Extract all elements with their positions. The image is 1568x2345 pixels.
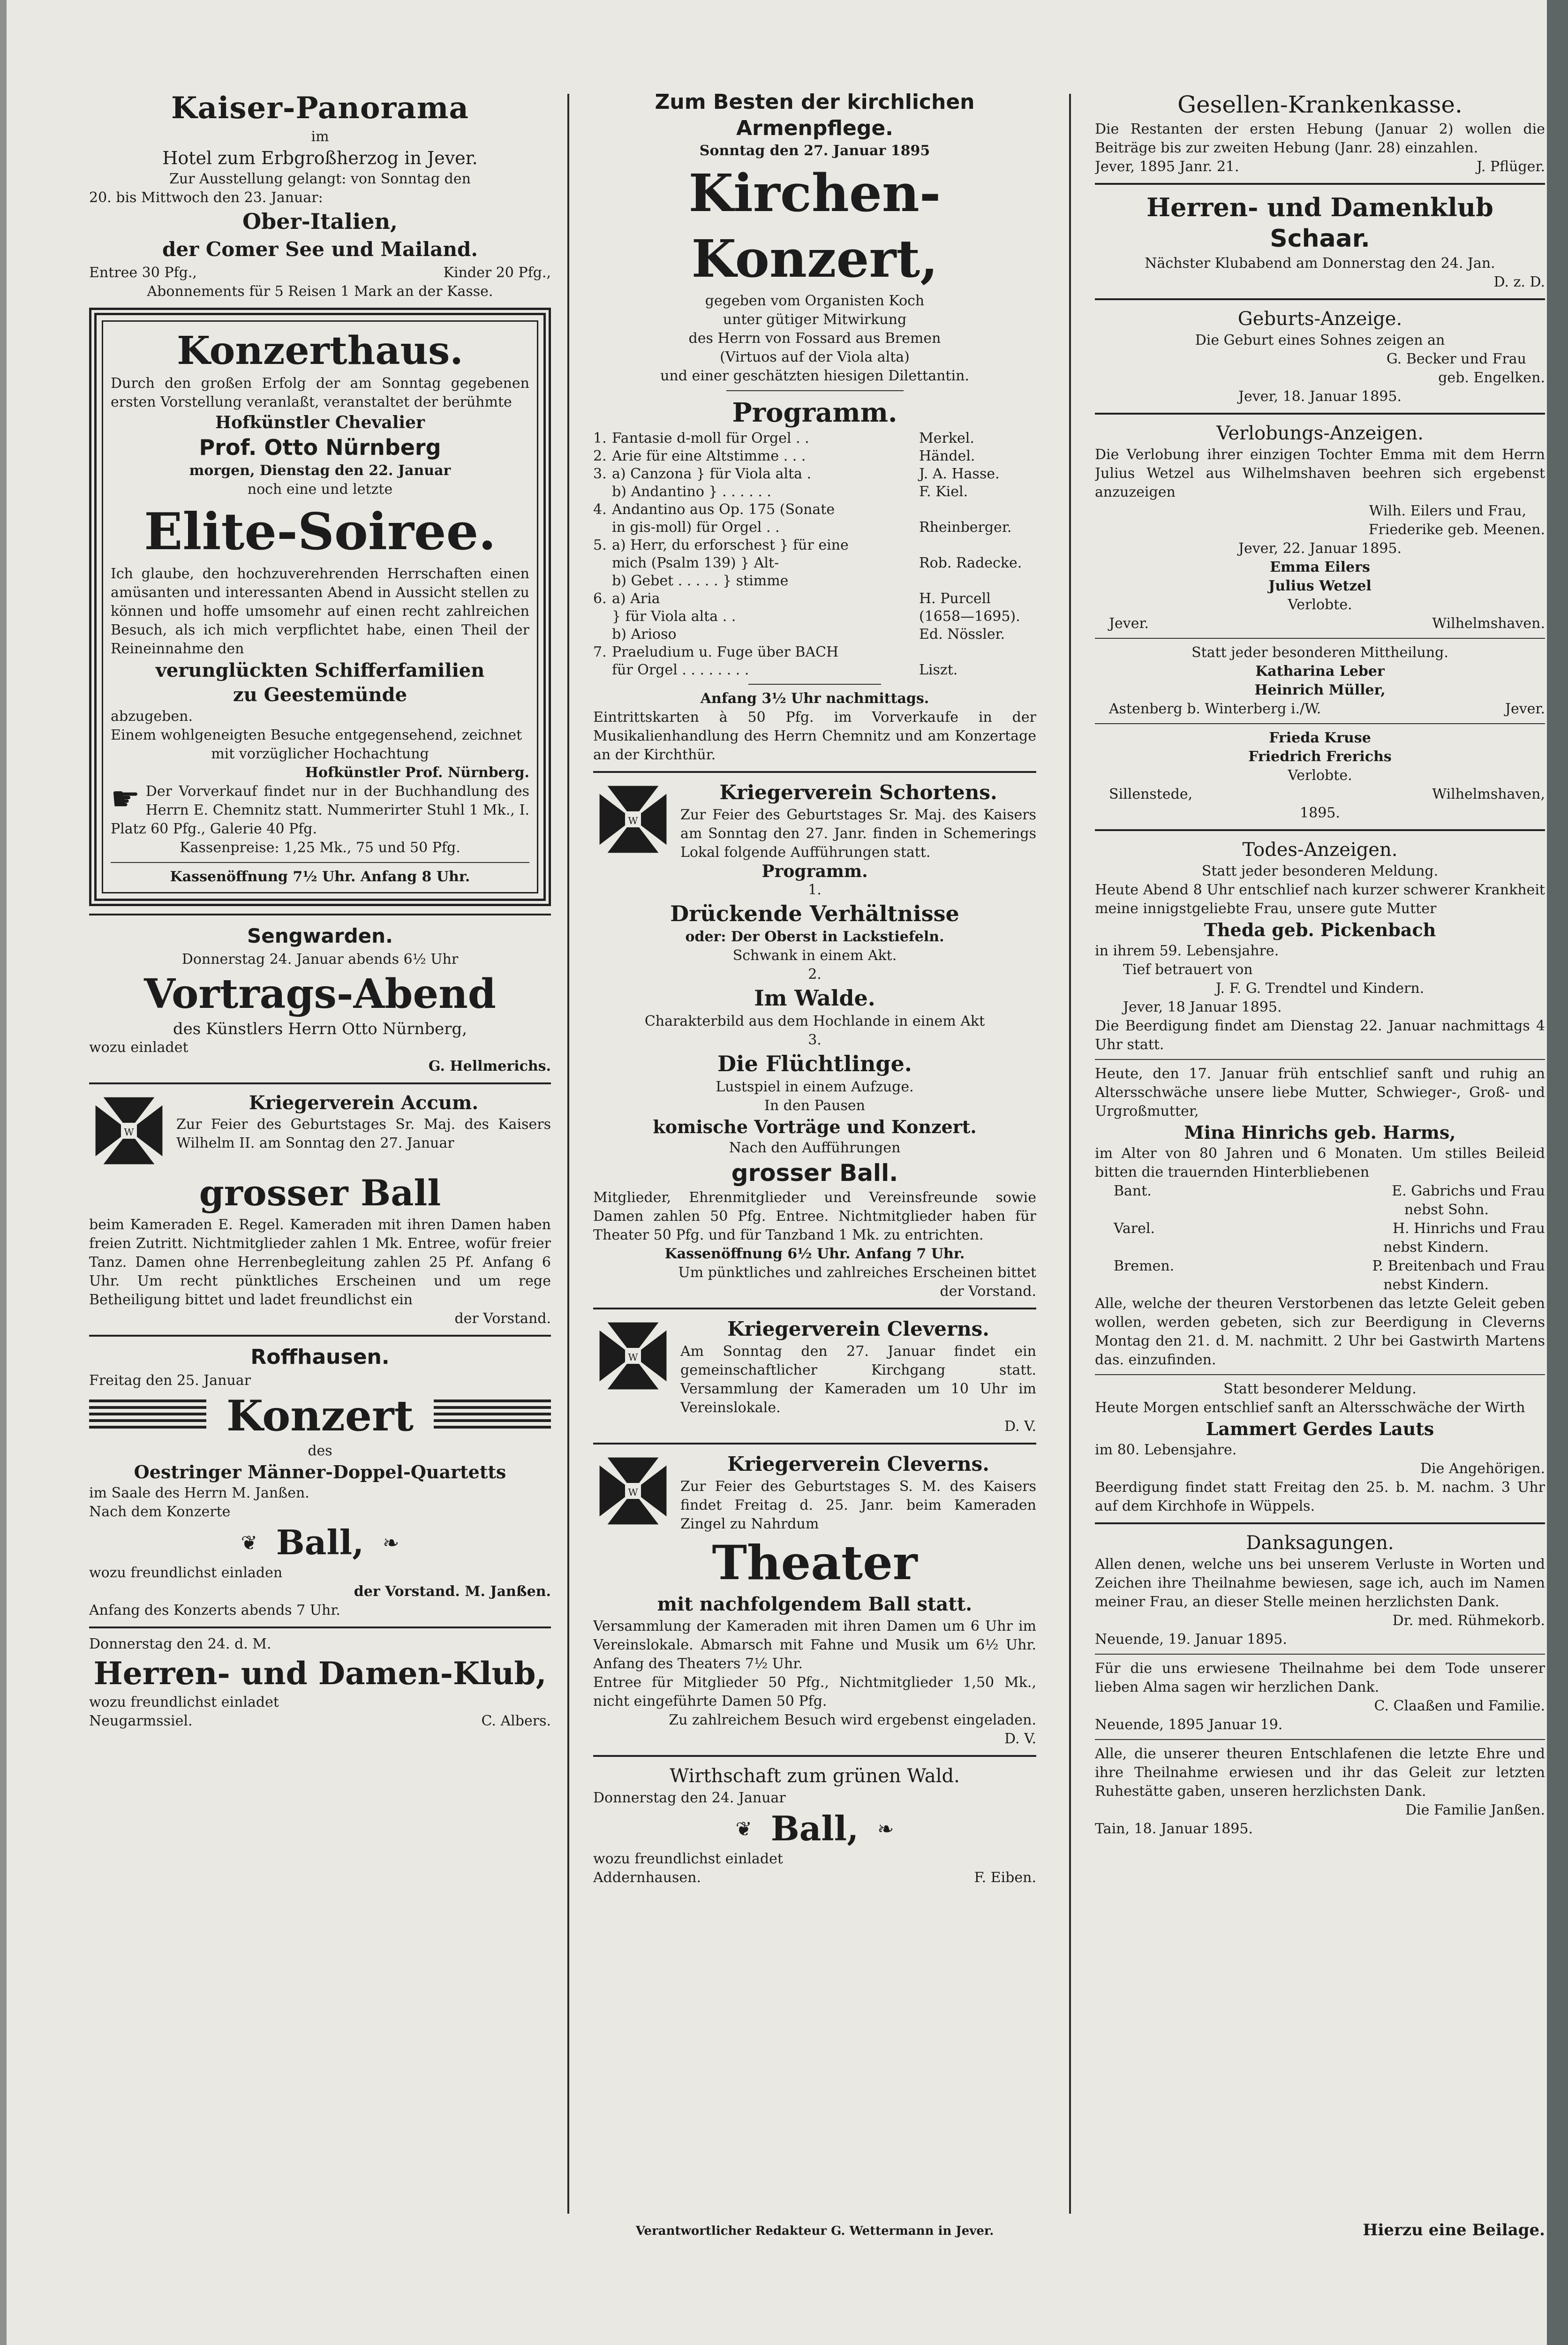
ad-text: Anfang des Konzerts abends 7 Uhr. — [89, 1602, 340, 1619]
ad-heading: Oestringer Männer-Doppel-Quartetts — [134, 1461, 506, 1483]
program-row — [593, 626, 1036, 643]
ad-text: Addernhausen. — [593, 1869, 701, 1886]
decorative-lines — [89, 1399, 206, 1432]
ad-text: gegeben vom Organisten Koch — [705, 293, 925, 309]
ad-text: Die Verlobung ihrer einzigen Tochter Emma mit dem Herrn Julius Wetzel aus Wilhelmshaven beehren sich ergebenst anzuzeigen — [1095, 446, 1545, 500]
ad-title: Kirchen-Konzert, — [688, 163, 941, 289]
program-row — [593, 590, 1036, 608]
ad-heading: Die Flüchtlinge. — [717, 1051, 912, 1076]
ad-text: Die Restanten der ersten Hebung (Januar 2) wollen die Beiträge bis zur zweiten Hebung (Janr. 28) einzahlen. — [1095, 121, 1545, 156]
ad-text: Neuende, 19. Januar 1895. — [1095, 1631, 1287, 1648]
ad-text: Kassenöffnung 6½ Uhr. Anfang 7 Uhr. — [664, 1246, 965, 1262]
program-number — [593, 626, 612, 643]
program-row — [593, 501, 1036, 519]
divider — [89, 1335, 551, 1337]
ad-text: In den Pausen — [764, 1097, 866, 1114]
program-composer — [919, 537, 1036, 554]
program-number — [593, 519, 612, 537]
ad-text: Statt jeder besonderen Mittheilung. — [1191, 644, 1448, 661]
ad-text: Um pünktliches und zahlreiches Erscheinen bittet — [678, 1264, 1036, 1281]
ad-text: nebst Kindern. — [1383, 1239, 1489, 1256]
ad-heading: zu Geestemünde — [233, 684, 407, 706]
ad-text: Ich glaube, den hochzuverehrenden Herrschaften einen amüsanten und interessanten Abend in Aussicht stellen zu können und hoffe umsomehr auf einen recht zahlreichen Besuch, als ich mich verpflichtet habe, einen Theil der Reineinnahme den — [111, 566, 529, 657]
ad-heading: Lammert Gerdes Lauts — [1206, 1418, 1434, 1439]
divider — [1095, 1374, 1545, 1375]
ad-heading: mit nachfolgendem Ball statt. — [657, 1593, 972, 1615]
ad-text: morgen, Dienstag den 22. Januar — [189, 462, 451, 479]
ad-text: Heute Abend 8 Uhr entschlief nach kurzer schwerer Krankheit meine innigstgeliebte Frau, unsere gute Mutter — [1095, 882, 1545, 917]
ad-heading-elite: Elite-Soiree. — [144, 502, 496, 561]
ad-heading: Ober-Italien, — [242, 209, 398, 234]
ad-kriegerverein-schortens — [593, 779, 1036, 1301]
page-edge-shadow — [1547, 0, 1568, 2345]
ad-text: oder: Der Oberst in Lackstiefeln. — [685, 929, 944, 945]
beilage-note — [1095, 2221, 1545, 2239]
program-composer: Liszt. — [919, 662, 958, 678]
divider — [89, 914, 551, 915]
ad-text: Lustspiel in einem Aufzuge. — [716, 1079, 914, 1095]
ad-title: Kriegerverein Schortens. — [719, 781, 997, 804]
ad-text: Abonnements für 5 Reisen 1 Mark an der Kasse. — [147, 283, 493, 300]
divider — [593, 1308, 1036, 1309]
program-row — [593, 430, 1036, 447]
ad-text: Neuende, 1895 Januar 19. — [1095, 1717, 1283, 1733]
divider — [89, 1626, 551, 1628]
program-row — [593, 447, 1036, 465]
ad-title: Gesellen-Krankenkasse. — [1177, 91, 1462, 118]
ad-title: Geburts-Anzeige. — [1237, 308, 1402, 330]
ad-konzerthaus — [89, 308, 551, 906]
iron-cross-icon — [593, 1316, 673, 1396]
program-title: a) Herr, du erforschest } für eine — [612, 537, 849, 553]
ad-title: Kriegerverein Cleverns. — [727, 1452, 989, 1475]
ad-text: P. Breitenbach und Frau — [1372, 1258, 1545, 1274]
ad-text: Bremen. — [1114, 1258, 1175, 1274]
ad-text: Entree 30 Pfg., — [89, 265, 197, 281]
ad-title: Konzerthaus. — [177, 328, 463, 373]
ad-heading: Theda geb. Pickenbach — [1204, 919, 1436, 940]
ad-text: Eintrittskarten à 50 Pfg. im Vorverkaufe in der Musikalienhandlung des Herrn Chemnitz und am Konzertage an der Kirchthür. — [593, 709, 1036, 763]
program-number — [593, 661, 612, 679]
ad-text: Nächster Klubabend am Donnerstag den 24. Jan. — [1145, 255, 1495, 272]
column-divider-2 — [1069, 94, 1071, 2214]
ad-signature: D. z. D. — [1493, 274, 1545, 290]
ad-text: Julius Wetzel — [1268, 578, 1372, 594]
ad-title: Wirthschaft zum grünen Wald. — [670, 1765, 960, 1787]
ad-text: (Virtuos auf der Viola alta) — [720, 349, 910, 365]
ad-text: Wilhelmshaven. — [1432, 615, 1545, 632]
ad-text: 20. bis Mittwoch den 23. Januar: — [89, 189, 323, 206]
program-title: a) Aria — [612, 590, 660, 607]
ad-signature: J. Pflüger. — [1477, 159, 1545, 175]
ad-text: des Künstlers Herrn Otto Nürnberg, — [173, 1020, 467, 1038]
program-row — [593, 465, 1036, 483]
ad-text: J. F. G. Trendtel und Kindern. — [1215, 980, 1425, 997]
ad-text: Tain, 18. Januar 1895. — [1095, 1821, 1253, 1837]
program-row — [593, 519, 1036, 537]
program-composer — [919, 501, 1036, 519]
ad-text: Am Sonntag den 27. Januar findet ein gemeinschaftlicher Kirchgang statt. Versammlung der Kameraden um 10 Uhr im Vereinslokale. — [680, 1343, 1036, 1416]
ad-text: Neugarmssiel. — [89, 1713, 193, 1729]
ad-text: Der Vorverkauf findet nur in der Buchhandlung des Herrn E. Chemnitz statt. Nummerirter Stuhl 1 Mk., I. Platz 60 Pfg., Galerie 40 Pfg. — [111, 783, 529, 837]
pointing-hand-icon: ☛ — [111, 779, 140, 818]
ad-text: wozu freundlichst einladet — [593, 1851, 783, 1867]
divider — [1095, 1739, 1545, 1740]
ad-text: Jever, 22. Januar 1895. — [1238, 540, 1402, 557]
ad-text: Nach den Aufführungen — [729, 1140, 901, 1156]
ad-signature: Hofkünstler Prof. Nürnberg. — [305, 764, 529, 781]
iron-cross-icon — [593, 779, 673, 859]
ad-signature: Dr. med. Rühmekorb. — [1392, 1612, 1545, 1629]
ad-text: Wilh. Eilers und Frau, — [1369, 503, 1526, 519]
ad-text: Bant. — [1114, 1183, 1152, 1199]
ad-text: Für die uns erwiesene Theilnahme bei dem Tode unserer lieben Alma sagen wir herzlichen Dank. — [1095, 1660, 1545, 1695]
program-title: Praeludium u. Fuge über BACH — [612, 644, 839, 660]
ad-title: Sengwarden. — [247, 924, 393, 947]
ad-text: Statt jeder besonderen Meldung. — [1201, 863, 1439, 879]
program-title: a) Canzona } für Viola alta . — [612, 466, 812, 482]
ad-kaiser-panorama — [89, 89, 551, 301]
divider — [1095, 1654, 1545, 1655]
ad-text: noch eine und letzte — [247, 481, 393, 498]
ad-text: abzugeben. — [111, 708, 193, 725]
program-composer: F. Kiel. — [919, 484, 968, 500]
divider — [1095, 829, 1545, 831]
program-composer: H. Purcell — [919, 590, 991, 607]
ad-danksagungen — [1095, 1531, 1545, 1838]
ad-text: Donnerstag den 24. Januar — [593, 1790, 786, 1806]
ad-herren-damenklub-schaar — [1095, 191, 1545, 292]
ad-text: Alle, welche der theuren Verstorbenen das letzte Geleit geben wollen, werden gebeten, sich zur Beerdigung in Cleverns Montag den 21. d. M. nachmitt. 2 Uhr bei Gastwirth Martens das. einzufinden. — [1095, 1295, 1545, 1368]
program-title: b) Gebet . . . . . } stimme — [612, 573, 789, 589]
program-title: b) Andantino } . . . . . . — [612, 484, 771, 500]
ad-heading: Ball, — [770, 1808, 859, 1848]
ad-signature: G. Hellmerichs. — [428, 1058, 551, 1074]
ad-text: Sonntag den 27. Januar 1895 — [699, 143, 930, 159]
ad-signature: C. Claaßen und Familie. — [1374, 1698, 1545, 1714]
divider — [89, 1082, 551, 1084]
divider — [726, 390, 904, 391]
program-number: 6. — [593, 590, 607, 607]
program-number — [593, 608, 612, 626]
program-title: b) Arioso — [612, 626, 677, 643]
ad-text: Nach dem Konzerte — [89, 1504, 231, 1520]
ad-text: Alle, die unserer theuren Entschlafenen die letzte Ehre und ihre Theilnahme erwiesen und ihr das Geleit zur letzten Ruhestätte gaben, unseren herzlichsten Dank. — [1095, 1746, 1545, 1800]
ad-text: Frieda Kruse — [1269, 730, 1371, 746]
ad-text: Astenberg b. Winterberg i./W. — [1109, 701, 1321, 717]
ad-title: Schaar. — [1270, 225, 1370, 253]
ornament-icon: ❦ — [735, 1817, 752, 1840]
ad-kriegerverein-cleverns-2 — [593, 1451, 1036, 1748]
ad-text: Versammlung der Kameraden mit ihren Damen um 6 Uhr im Vereinslokale. Abmarsch mit Fahne und Musik um 6½ Uhr. Anfang des Theaters 7½ Uhr. — [593, 1618, 1036, 1672]
svg-text:W: W — [628, 1352, 638, 1363]
ad-text: Hotel zum Erbgroßherzog in Jever. — [162, 148, 478, 168]
program-composer — [919, 643, 1036, 661]
ornament-icon: ❦ — [241, 1531, 257, 1554]
ad-text: nebst Sohn. — [1404, 1202, 1489, 1218]
ad-heading: grosser Ball. — [731, 1159, 898, 1187]
program-row — [593, 572, 1036, 590]
ad-text: Statt besonderer Meldung. — [1223, 1381, 1417, 1397]
ad-text: Freitag den 25. Januar — [89, 1372, 251, 1389]
program-table — [593, 430, 1036, 679]
ad-heading: Prof. Otto Nürnberg — [199, 435, 441, 460]
ad-text: wozu freundlichst einladet — [89, 1694, 279, 1710]
divider — [748, 684, 882, 685]
ad-heading: Drückende Verhältnisse — [670, 901, 959, 926]
column-left — [89, 89, 551, 2214]
program-title: in gis-moll) für Orgel . . — [612, 519, 780, 536]
ad-text: Emma Eilers — [1270, 559, 1370, 575]
iron-cross-icon — [593, 1451, 673, 1531]
ad-text: Heute, den 17. Januar früh entschlief sanft und ruhig an Altersschwäche unsere liebe Mutter, Schwieger-, Groß- und Urgroßmutter, — [1095, 1066, 1545, 1120]
divider — [593, 1755, 1036, 1757]
program-composer: Rheinberger. — [919, 519, 1012, 536]
ad-signature: der Vorstand. — [940, 1283, 1036, 1300]
divider — [1095, 413, 1545, 415]
ad-text: geb. Engelken. — [1438, 370, 1545, 386]
ad-text: unter gütiger Mitwirkung — [723, 311, 907, 328]
ad-text: Jever. — [1505, 701, 1545, 717]
ad-text: Katharina Leber — [1255, 663, 1385, 680]
ad-signature: der Vorstand. M. Janßen. — [354, 1583, 551, 1600]
ad-title: Kriegerverein Cleverns. — [727, 1317, 989, 1340]
program-title: } für Viola alta . . — [612, 608, 736, 625]
ad-title: Herren- und Damenklub — [1146, 192, 1493, 222]
ad-roffhausen — [89, 1343, 551, 1620]
ad-title: Verlobungs-Anzeigen. — [1216, 423, 1424, 444]
ad-herren-damen-klub — [89, 1635, 551, 1731]
divider — [1095, 1522, 1545, 1524]
ad-text: Friederike geb. Meenen. — [1368, 522, 1545, 538]
ad-text: in ihrem 59. Lebensjahre. — [1095, 943, 1279, 959]
ad-text: Die Beerdigung findet am Dienstag 22. Januar nachmittags 4 Uhr statt. — [1095, 1018, 1545, 1053]
divider — [1095, 638, 1545, 639]
ad-text: wozu freundlichst einladen — [89, 1565, 283, 1581]
ad-text: Hofkünstler Chevalier — [215, 413, 425, 432]
ad-text: Jever. — [1109, 615, 1149, 632]
program-number: 3. — [593, 466, 607, 482]
program-composer: J. A. Hasse. — [919, 466, 1000, 482]
program-number — [593, 554, 612, 572]
beilage-text: Hierzu eine Beilage. — [1363, 2221, 1545, 2239]
ad-text: Zur Feier des Geburtstages Sr. Maj. des Kaisers Wilhelm II. am Sonntag den 27. Januar — [176, 1116, 551, 1151]
ad-text: Donnerstag 24. Januar abends 6½ Uhr — [181, 951, 459, 968]
divider — [1095, 1059, 1545, 1060]
ad-text: Entree für Mitglieder 50 Pfg., Nichtmitglieder 1,50 Mk., nicht eingeführte Damen 50 Pfg. — [593, 1674, 1036, 1710]
ad-text: beim Kameraden E. Regel. Kameraden mit ihren Damen haben freien Zutritt. Nichtmitglieder zahlen 1 Mk. Entree, wofür freier Tanz. Damen ohne Herrenbegleitung zahlen 25 Pf. Anfang 6 Uhr. Um recht pünktliches Erscheinen und um rege Betheiligung bittet und ladet freundlichst ein — [89, 1217, 551, 1308]
ad-text: Friedrich Frerichs — [1248, 749, 1392, 765]
program-row — [593, 537, 1036, 554]
program-title: mich (Psalm 139) } Alt- — [612, 555, 779, 571]
ad-signature: der Vorstand. — [454, 1310, 551, 1327]
ad-text: Allen denen, welche uns bei unserem Verluste in Worten und Zeichen ihre Theilnahme bewiesen, sage ich, auch im Namen meiner Frau, an dieser Stelle meinen herzlichsten Dank. — [1095, 1556, 1545, 1610]
ad-text: Beerdigung findet statt Freitag den 25. b. M. nachm. 3 Uhr auf dem Kirchhofe in Wüppels. — [1095, 1479, 1545, 1514]
ad-text: 3. — [808, 1032, 822, 1048]
ad-todes-anzeigen — [1095, 838, 1545, 1516]
program-composer: Ed. Nössler. — [919, 626, 1005, 643]
ornament-icon: ❧ — [877, 1817, 894, 1840]
program-title: Fantasie d-moll für Orgel . . — [612, 430, 809, 446]
ad-text: wozu einladet — [89, 1039, 188, 1056]
ad-signature: Die Familie Janßen. — [1405, 1802, 1545, 1818]
ad-wirthschaft-gruener-wald — [593, 1763, 1036, 1887]
ad-text: im Saale des Herrn M. Janßen. — [89, 1485, 309, 1501]
ad-title: Roffhausen. — [250, 1345, 390, 1369]
ad-text: Die Geburt eines Sohnes zeigen an — [1195, 332, 1445, 348]
column-divider-1 — [567, 94, 569, 2214]
ad-text: Programm. — [761, 862, 868, 881]
ad-text: Einem wohlgeneigten Besuche entgegensehend, zeichnet — [111, 727, 522, 743]
ad-signature: F. Eiben. — [974, 1869, 1036, 1886]
column-middle — [593, 89, 1036, 2214]
ad-heading: Vortrags-Abend — [144, 970, 496, 1018]
program-number: 1. — [593, 430, 607, 446]
decorative-lines — [434, 1399, 551, 1432]
ad-verlobungs-anzeigen — [1095, 421, 1545, 823]
iron-cross-icon — [89, 1091, 169, 1171]
ad-text: Mitglieder, Ehrenmitglieder und Vereinsfreunde sowie Damen zahlen 50 Pfg. Entree. Nichtmitglieder haben für Theater 50 Pfg. und für Tanzband 1 Mk. zu entrichten. — [593, 1189, 1036, 1243]
ad-text: und einer geschätzten hiesigen Dilettantin. — [660, 368, 969, 384]
ad-heading: Im Walde. — [754, 985, 875, 1011]
ad-heading: Zum Besten der kirchlichen — [655, 90, 975, 114]
ad-heading: Ball, — [276, 1522, 364, 1562]
ad-text: Kinder 20 Pfg., — [443, 265, 551, 281]
ad-text: Zu zahlreichem Besuch wird ergebenst eingeladen. — [669, 1712, 1036, 1728]
ad-text: Donnerstag den 24. d. M. — [89, 1636, 271, 1652]
ad-heading: Armenpflege. — [736, 116, 893, 140]
program-title: für Orgel . . . . . . . . — [612, 662, 749, 678]
ad-text: Heute Morgen entschlief sanft an Altersschwäche der Wirth — [1095, 1399, 1525, 1416]
program-number: 4. — [593, 501, 607, 518]
ad-text: im Alter von 80 Jahren und 6 Monaten. Um stilles Beileid bitten die trauernden Hinterbliebenen — [1095, 1145, 1545, 1180]
svg-text:W: W — [628, 815, 638, 827]
ad-heading: Herren- und Damen-Klub, — [93, 1655, 547, 1692]
ad-text: Zur Feier des Geburtstages Sr. Maj. des Kaisers am Sonntag den 27. Janr. finden in Schemerings Lokal folgende Aufführungen statt. — [680, 807, 1036, 861]
program-row — [593, 661, 1036, 679]
footer — [593, 2223, 1036, 2239]
ad-signature: C. Albers. — [481, 1713, 551, 1729]
divider — [1095, 298, 1545, 300]
ad-text: 2. — [808, 966, 822, 983]
footer-editor: Verantwortlicher Redakteur G. Wettermann in Jever. — [635, 2224, 994, 2238]
divider — [111, 862, 529, 863]
ad-title: Danksagungen. — [1246, 1532, 1394, 1554]
svg-text:W: W — [124, 1127, 134, 1138]
svg-text:W: W — [628, 1487, 638, 1498]
program-row — [593, 643, 1036, 661]
ad-gesellen-krankenkasse — [1095, 89, 1545, 176]
ornament-icon: ❧ — [383, 1531, 400, 1554]
ad-text: Jever, 18 Januar 1895. — [1123, 999, 1282, 1015]
ad-text: Charakterbild aus dem Hochlande in einem Akt — [644, 1013, 985, 1029]
program-title: Andantino aus Op. 175 (Sonate — [612, 501, 835, 518]
divider — [1095, 183, 1545, 185]
ad-signature: Die Angehörigen. — [1420, 1460, 1545, 1477]
ad-heading: grosser Ball — [199, 1172, 441, 1214]
ad-text: H. Hinrichs und Frau — [1392, 1220, 1545, 1237]
ad-text: Zur Feier des Geburtstages S. M. des Kaisers findet Freitag d. 25. Janr. beim Kameraden Zingel zu Nahrdum — [680, 1478, 1036, 1532]
program-number — [593, 572, 612, 590]
program-number: 5. — [593, 537, 607, 553]
program-composer: (1658—1695). — [919, 608, 1020, 625]
ad-text: Sillenstede, — [1109, 786, 1193, 802]
ad-text: 1895. — [1300, 805, 1340, 821]
ad-text: Heinrich Müller, — [1254, 682, 1386, 698]
program-title: Arie für eine Altstimme . . . — [612, 448, 806, 464]
ad-heading: komische Vorträge und Konzert. — [653, 1116, 977, 1137]
ad-kriegerverein-cleverns-1 — [593, 1316, 1036, 1436]
program-number: 7. — [593, 644, 607, 660]
ad-heading: Mina Hinrichs geb. Harms, — [1184, 1122, 1456, 1143]
ad-text: G. Becker und Frau — [1386, 351, 1526, 367]
program-row — [593, 608, 1036, 626]
ad-kriegerverein-accum — [89, 1091, 551, 1328]
divider — [593, 771, 1036, 773]
ad-text: mit vorzüglicher Hochachtung — [211, 746, 429, 762]
ad-text: Verlobte. — [1288, 597, 1352, 613]
ad-text: Varel. — [1114, 1220, 1155, 1237]
ad-sengwarden — [89, 922, 551, 1076]
program-composer: Rob. Radecke. — [919, 555, 1022, 571]
ad-kirchen-konzert — [593, 89, 1036, 764]
ad-title: Todes-Anzeigen. — [1242, 839, 1398, 861]
ad-text: nebst Kindern. — [1383, 1277, 1489, 1293]
ad-text: Jever, 1895 Janr. 21. — [1095, 159, 1239, 175]
ad-text: Kassenöffnung 7½ Uhr. Anfang 8 Uhr. — [170, 869, 470, 885]
program-number — [593, 483, 612, 501]
ad-text: Anfang 3½ Uhr nachmittags. — [700, 690, 929, 707]
ad-heading: Theater — [712, 1535, 918, 1590]
program-composer: Händel. — [919, 448, 975, 464]
program-number: 2. — [593, 448, 607, 464]
program-row — [593, 483, 1036, 501]
ad-text: 1. — [808, 882, 822, 898]
ad-text: Durch den großen Erfolg der am Sonntag gegebenen ersten Vorstellung veranlaßt, veranstaltet der berühmte — [111, 375, 529, 410]
ad-text: Wilhelmshaven, — [1432, 786, 1545, 802]
ad-text: im 80. Lebensjahre. — [1095, 1442, 1237, 1458]
ad-text: Verlobte. — [1288, 767, 1352, 784]
ad-text: im — [311, 129, 329, 145]
ad-text: Schwank in einem Akt. — [732, 947, 897, 964]
ad-text: Tief betrauert von — [1123, 961, 1253, 978]
divider — [1095, 723, 1545, 724]
ad-text: Jever, 18. Januar 1895. — [1238, 388, 1402, 405]
ad-heading: der Comer See und Mailand. — [162, 238, 478, 261]
ad-geburts-anzeige — [1095, 307, 1545, 406]
ad-text: des Herrn von Fossard aus Bremen — [688, 330, 941, 347]
program-row — [593, 554, 1036, 572]
ad-signature: D. V. — [1004, 1418, 1036, 1435]
ad-text: Zur Ausstellung gelangt: von Sonntag den — [169, 171, 471, 187]
ad-text: des — [308, 1443, 332, 1459]
ad-heading: verunglückten Schifferfamilien — [155, 659, 485, 681]
program-composer: Merkel. — [919, 430, 974, 446]
ad-heading: Programm. — [732, 397, 897, 428]
column-right — [1095, 89, 1545, 2214]
ad-heading: Konzert — [226, 1391, 414, 1441]
ad-title: Kaiser-Panorama — [171, 91, 469, 126]
divider — [593, 1443, 1036, 1445]
ad-text: Kassenpreise: 1,25 Mk., 75 und 50 Pfg. — [180, 840, 460, 856]
ad-signature: D. V. — [1004, 1731, 1036, 1747]
ad-text: E. Gabrichs und Frau — [1392, 1183, 1545, 1199]
ad-title: Kriegerverein Accum. — [249, 1092, 479, 1114]
program-composer — [919, 572, 1036, 590]
